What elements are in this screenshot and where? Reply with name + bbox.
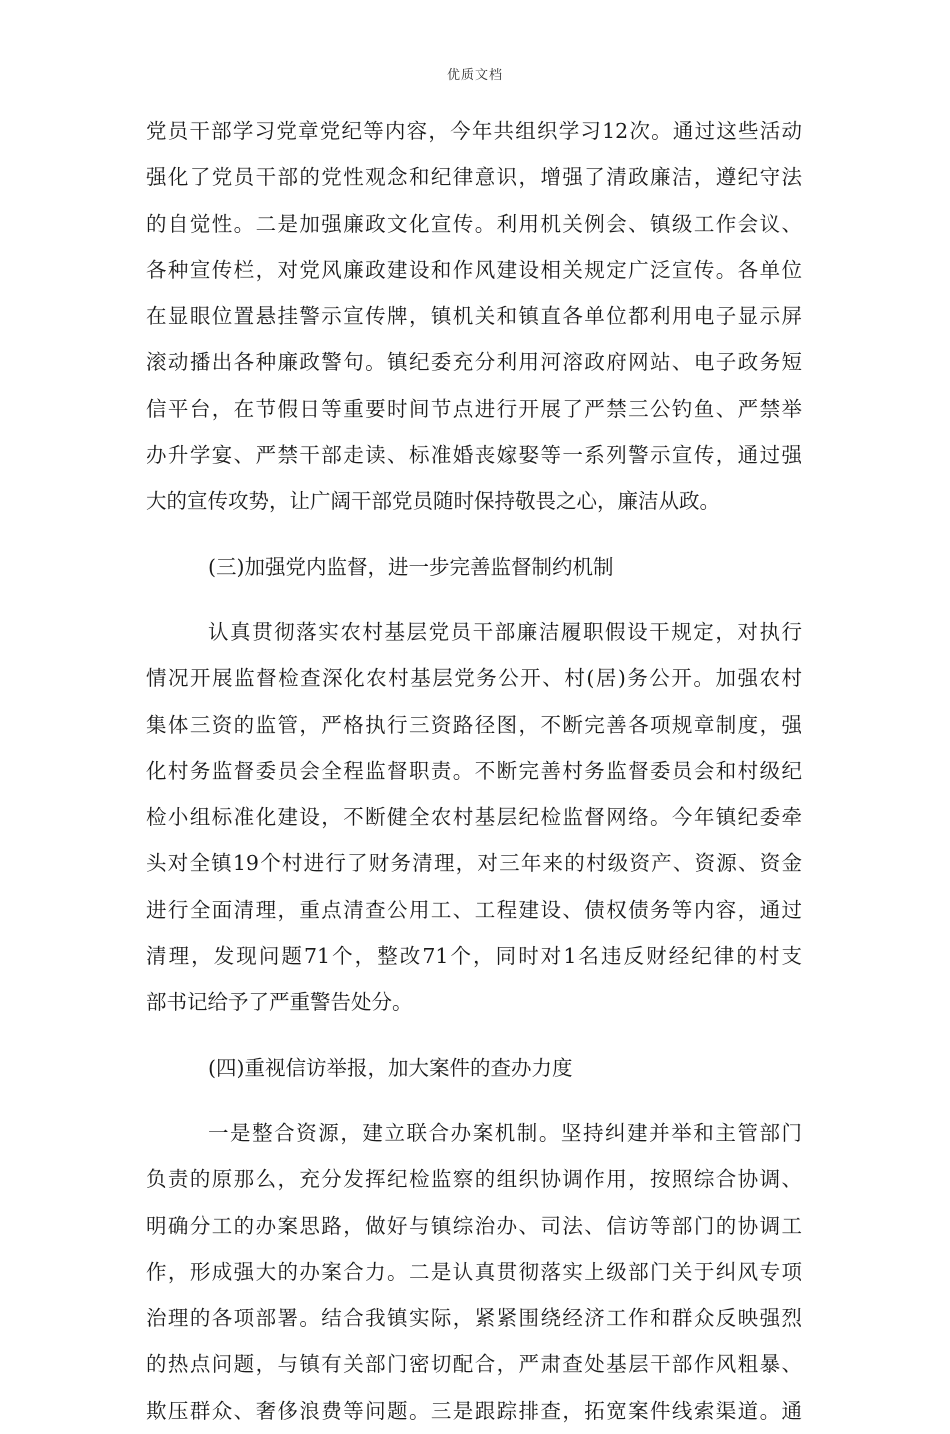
paragraph-spacer xyxy=(146,1026,802,1045)
section-heading-text: (三)加强党内监督，进一步完善监督制约机制 xyxy=(208,554,614,579)
text-line: 办升学宴、严禁干部走读、标准婚丧嫁娶等一系列警示宣传，通过强 xyxy=(146,443,802,468)
paragraph-spacer xyxy=(146,590,802,609)
text-line: 的热点问题，与镇有关部门密切配合，严肃查处基层干部作风粗暴、 xyxy=(146,1352,802,1377)
text-line: 治理的各项部署。结合我镇实际，紧紧围绕经济工作和群众反映强烈 xyxy=(146,1306,802,1331)
text-line: 滚动播出各种廉政警句。镇纪委充分利用河溶政府网站、电子政务短 xyxy=(146,350,802,375)
text-line: 负责的原那么，充分发挥纪检监察的组织协调作用，按照综合协调、 xyxy=(146,1167,802,1192)
document-body xyxy=(146,108,802,1434)
text-line: 认真贯彻落实农村基层党员干部廉洁履职假设干规定，对执行 xyxy=(208,619,802,644)
paragraph-spacer xyxy=(146,525,802,544)
paragraph-spacer xyxy=(146,1091,802,1110)
text-line: 头对全镇19个村进行了财务清理，对三年来的村级资产、资源、资金 xyxy=(146,851,802,876)
text-line: 清理，发现问题71个，整改71个，同时对1名违反财经纪律的村支 xyxy=(146,944,802,969)
text-line: 党员干部学习党章党纪等内容，今年共组织学习12次。通过这些活动 xyxy=(146,119,802,143)
text-line: 各种宣传栏，对党风廉政建设和作风建设相关规定广泛宣传。各单位 xyxy=(146,257,802,282)
text-line: 情况开展监督检查深化农村基层党务公开、村(居)务公开。加强农村 xyxy=(146,666,802,691)
text-line: 在显眼位置悬挂警示宣传牌，镇机关和镇直各单位都利用电子显示屏 xyxy=(146,304,802,329)
text-line: 进行全面清理，重点清查公用工、工程建设、债权债务等内容，通过 xyxy=(146,897,802,922)
section-heading-text: (四)重视信访举报，加大案件的查办力度 xyxy=(208,1055,573,1080)
text-line: 的自觉性。二是加强廉政文化宣传。利用机关例会、镇级工作会议、 xyxy=(146,211,802,236)
text-line: 明确分工的办案思路，做好与镇综治办、司法、信访等部门的协调工 xyxy=(146,1213,802,1238)
text-line: 一是整合资源，建立联合办案机制。坚持纠建并举和主管部门 xyxy=(208,1120,802,1145)
paragraph-continuation xyxy=(146,108,802,525)
paragraph-cases xyxy=(146,1110,802,1434)
page-header: 优质文档 xyxy=(446,68,503,83)
text-line: 强化了党员干部的党性观念和纪律意识，增强了清政廉洁，遵纪守法 xyxy=(146,165,802,190)
text-line: 大的宣传攻势，让广阔干部党员随时保持敬畏之心，廉洁从政。 xyxy=(146,489,720,514)
section-heading-3 xyxy=(146,544,802,590)
text-line: 检小组标准化建设，不断健全农村基层纪检监督网络。今年镇纪委牵 xyxy=(146,805,802,830)
text-line: 信平台，在节假日等重要时间节点进行开展了严禁三公钓鱼、严禁举 xyxy=(146,396,802,421)
section-heading-4 xyxy=(146,1045,802,1091)
text-line: 部书记给予了严重警告处分。 xyxy=(146,990,413,1015)
text-line: 欺压群众、奢侈浪费等问题。三是跟踪排查，拓宽案件线索渠道。通 xyxy=(146,1398,802,1423)
text-line: 化村务监督委员会全程监督职责。不断完善村务监督委员会和村级纪 xyxy=(146,758,802,783)
text-line: 集体三资的监管，严格执行三资路径图，不断完善各项规章制度，强 xyxy=(146,712,802,737)
text-line: 作，形成强大的办案合力。二是认真贯彻落实上级部门关于纠风专项 xyxy=(146,1259,802,1284)
paragraph-supervision xyxy=(146,609,802,1026)
